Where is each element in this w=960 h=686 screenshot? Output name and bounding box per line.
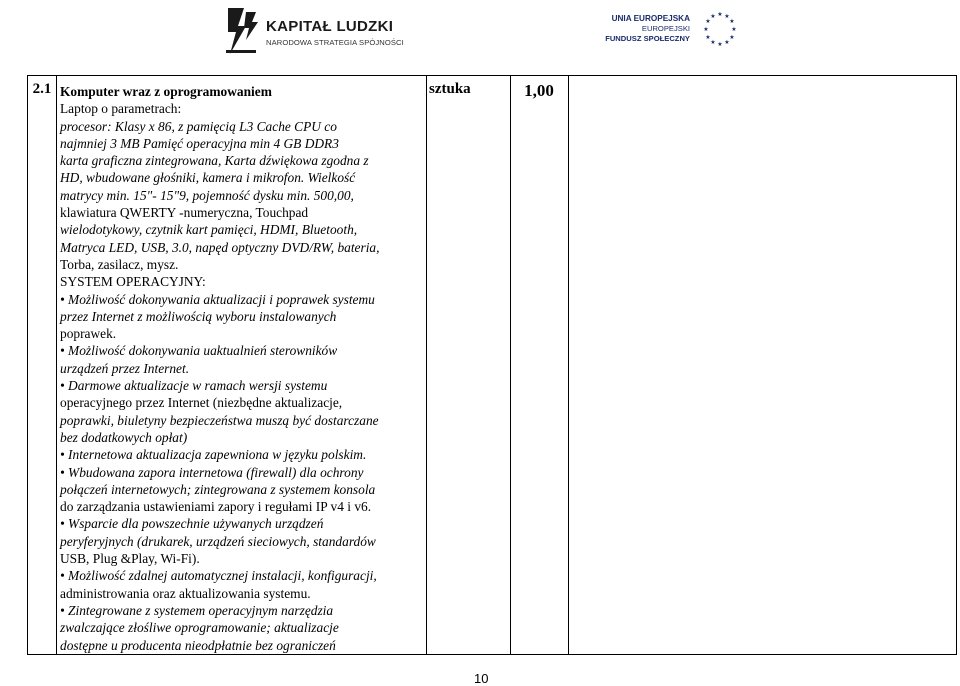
description-line: operacyjnego przez Internet (niezbędne aktualizacje, xyxy=(60,395,343,411)
svg-text:★: ★ xyxy=(731,26,737,33)
quantity-cell: 1,00 xyxy=(524,81,554,100)
svg-text:★: ★ xyxy=(717,41,723,48)
item-description xyxy=(60,83,426,654)
svg-text:★: ★ xyxy=(710,13,716,20)
description-line: peryferyjnych (drukarek, urządzeń sieciowych, standardów xyxy=(60,533,376,549)
kapital-ludzki-logo xyxy=(220,4,404,58)
description-line: • Wsparcie dla powszechnie używanych urządzeń xyxy=(60,516,324,532)
description-line: Torba, zasilacz, mysz. xyxy=(60,256,179,272)
description-line: • Zintegrowane z systemem operacyjnym narzędzia xyxy=(60,602,334,618)
svg-text:★: ★ xyxy=(724,13,730,20)
description-line: • Możliwość dokonywania uaktualnień sterowników xyxy=(60,343,338,359)
svg-text:★: ★ xyxy=(717,11,723,18)
description-line: urządzeń przez Internet. xyxy=(60,360,190,376)
eu-logo-text xyxy=(596,14,690,44)
description-line: SYSTEM OPERACYJNY: xyxy=(60,274,206,290)
eu-logo-line3: FUNDUSZ SPOŁECZNY xyxy=(605,34,690,43)
description-line: klawiatura QWERTY -numeryczna, Touchpad xyxy=(60,205,309,221)
description-line: bez dodatkowych opłat) xyxy=(60,429,188,445)
eu-logo-line2: EUROPEJSKI xyxy=(641,24,690,33)
description-line: • Darmowe aktualizacje w ramach wersji systemu xyxy=(60,378,328,394)
svg-text:★: ★ xyxy=(710,39,716,46)
description-line: matrycy min. 15"- 15"9, pojemność dysku min. 500,00, xyxy=(60,187,354,203)
page-number: 10 xyxy=(474,671,489,686)
svg-text:★: ★ xyxy=(724,39,730,46)
svg-text:★: ★ xyxy=(729,34,735,41)
description-line: poprawek. xyxy=(60,326,117,342)
column-divider xyxy=(56,76,57,654)
kapital-ludzki-subtitle: NARODOWA STRATEGIA SPÓJNOŚCI xyxy=(266,38,404,47)
description-line: przez Internet z możliwością wyboru instalowanych xyxy=(60,308,337,324)
row-number: 2.1 xyxy=(32,81,52,97)
description-line: procesor: Klasy x 86, z pamięcią L3 Cache CPU co xyxy=(60,118,337,134)
description-line: • Wbudowana zapora internetowa (firewall) dla ochrony xyxy=(60,464,364,480)
column-divider xyxy=(510,76,511,654)
svg-text:★: ★ xyxy=(703,26,709,33)
description-line: poprawki, biuletyny bezpieczeństwa muszą być dostarczane xyxy=(60,412,379,428)
description-line: Komputer wraz z oprogramowaniem xyxy=(60,84,272,99)
kapital-ludzki-title: KAPITAŁ LUDZKI xyxy=(266,18,394,35)
description-line: najmniej 3 MB Pamięć operacyjna min 4 GB DDR3 xyxy=(60,135,339,151)
description-line: Matryca LED, USB, 3.0, napęd optyczny DVD/RW, bateria, xyxy=(60,239,380,255)
eu-logo xyxy=(596,10,756,50)
description-line: administrowania oraz aktualizowania systemu. xyxy=(60,585,311,601)
description-line: dostępne u producenta nieodpłatnie bez ograniczeń xyxy=(60,637,336,653)
description-line: • Możliwość dokonywania aktualizacji i poprawek systemu xyxy=(60,291,375,307)
description-line: karta graficzna zintegrowana, Karta dźwiękowa zgodna z xyxy=(60,153,369,169)
svg-text:★: ★ xyxy=(729,18,735,25)
description-line: • Internetowa aktualizacja zapewniona w języku polskim. xyxy=(60,447,367,463)
description-line: Laptop o parametrach: xyxy=(60,101,182,117)
eu-stars-icon xyxy=(700,10,740,50)
specification-table xyxy=(27,75,957,655)
description-line: zwalczające złośliwe oprogramowanie; aktualizacje xyxy=(60,620,339,636)
kapital-ludzki-emblem-icon xyxy=(224,6,260,56)
description-line: połączeń internetowych; zintegrowana z systemem konsola xyxy=(60,481,376,497)
description-line: wielodotykowy, czytnik kart pamięci, HDMI, Bluetooth, xyxy=(60,222,358,238)
description-line: HD, wbudowane głośniki, kamera i mikrofon. Wielkość xyxy=(60,170,356,186)
svg-text:★: ★ xyxy=(705,18,711,25)
description-line: do zarządzania ustawieniami zapory i regułami IP v4 i v6. xyxy=(60,499,372,515)
description-line: • Możliwość zdalnej automatycznej instalacji, konfiguracji, xyxy=(60,568,377,584)
svg-text:★: ★ xyxy=(705,34,711,41)
column-divider xyxy=(426,76,427,654)
column-divider xyxy=(568,76,569,654)
unit-cell: sztuka xyxy=(429,81,471,97)
description-line: USB, Plug &Play, Wi-Fi). xyxy=(60,551,200,567)
eu-logo-line1: UNIA EUROPEJSKA xyxy=(611,14,690,23)
